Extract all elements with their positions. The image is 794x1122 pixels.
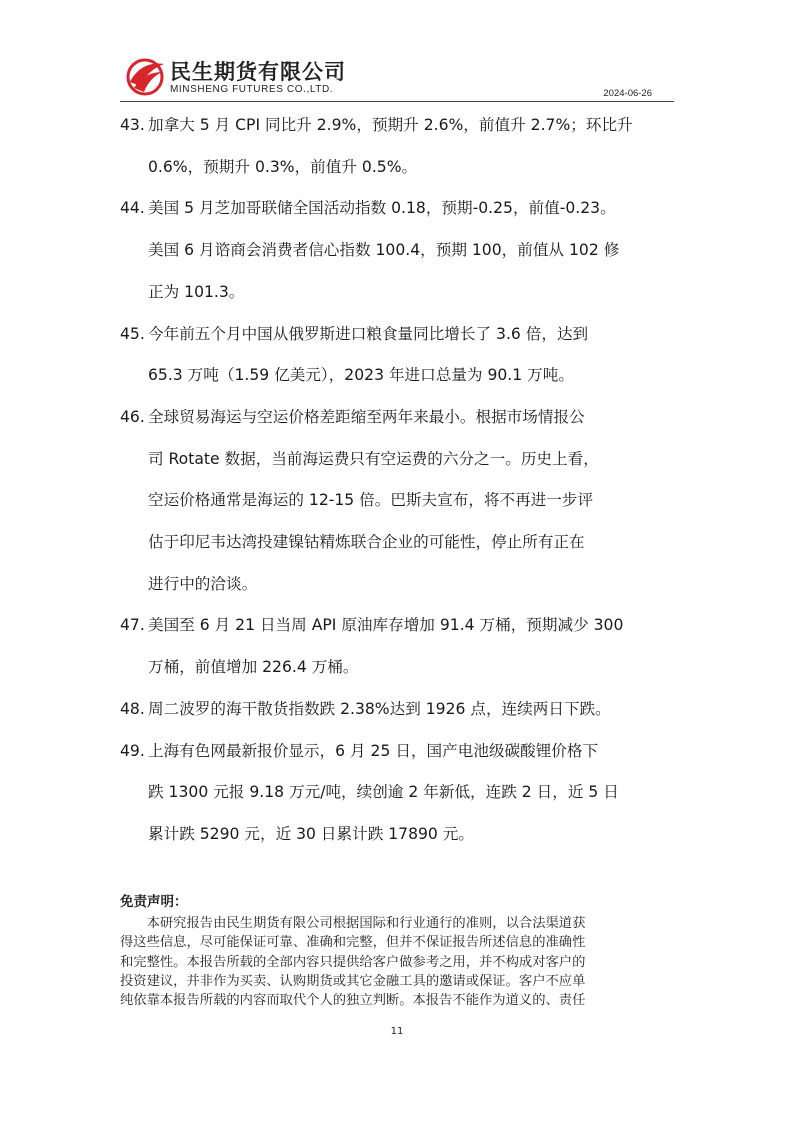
- news-item-line: 估于印尼韦达湾投建镍钴精炼联合企业的可能性，停止所有正在: [148, 533, 585, 552]
- news-list: [120, 105, 680, 856]
- news-item-number: 49.: [120, 741, 145, 760]
- news-item-line: 美国 6 月谘商会消费者信心指数 100.4，预期 100，前值从 102 修: [148, 241, 620, 260]
- disclaimer-line: 投资建议，并非作为买卖、认购期货或其它金融工具的邀请或保证。客户不应单: [120, 973, 586, 989]
- news-item-line: 0.6%，预期升 0.3%，前值升 0.5%。: [148, 157, 418, 176]
- disclaimer-line: 和完整性。本报告所载的全部内容只提供给客户做参考之用，并不构成对客户的: [120, 954, 586, 970]
- news-item-line: 空运价格通常是海运的 12-15 倍。巴斯夫宣布，将不再进一步评: [148, 491, 594, 510]
- news-item-line: 跌 1300 元报 9.18 万元/吨，续创逾 2 年新低，连跌 2 日，近 5 日: [148, 783, 619, 802]
- news-item-number: 47.: [120, 616, 145, 635]
- news-item-number: 44.: [120, 199, 145, 218]
- news-item-line: 美国 5 月芝加哥联储全国活动指数 0.18，预期-0.25，前值-0.23。: [148, 199, 616, 218]
- disclaimer-title: 免责声明：: [120, 894, 188, 910]
- page-number: 11: [390, 1026, 404, 1037]
- news-item: [120, 731, 680, 856]
- news-item-number: 48.: [120, 699, 145, 718]
- news-item-line: 周二波罗的海干散货指数跌 2.38%达到 1926 点，连续两日下跌。: [148, 699, 611, 718]
- news-item: [120, 689, 680, 731]
- news-item-number: 43.: [120, 116, 145, 134]
- news-item-line: 全球贸易海运与空运价格差距缩至两年来最小。根据市场情报公: [148, 407, 585, 426]
- disclaimer-line: 得这些信息，尽可能保证可靠、准确和完整，但并不保证报告所述信息的准确性: [120, 935, 586, 951]
- news-item-line: 累计跌 5290 元，近 30 日累计跌 17890 元。: [148, 824, 474, 843]
- news-item-number: 45.: [120, 324, 145, 343]
- news-item-line: 加拿大 5 月 CPI 同比升 2.9%，预期升 2.6%，前值升 2.7%；环比升: [148, 116, 633, 134]
- news-item-line: 美国至 6 月 21 日当周 API 原油库存增加 91.4 万桶，预期减少 300: [148, 616, 624, 635]
- news-item-line: 今年前五个月中国从俄罗斯进口粮食量同比增长了 3.6 倍，达到: [148, 324, 589, 343]
- page-header: [120, 52, 674, 102]
- company-name-en: MINSHENG FUTURES CO.,LTD.: [170, 84, 334, 95]
- company-name-cn: 民生期货有限公司: [170, 60, 346, 84]
- news-item-line: 进行中的洽谈。: [148, 574, 258, 593]
- disclaimer-line: 本研究报告由民生期货有限公司根据国际和行业通行的准则，以合法渠道获: [120, 916, 586, 931]
- disclaimer-body: [120, 914, 674, 1010]
- news-item: [120, 314, 680, 397]
- disclaimer-line: 纯依靠本报告所载的内容而取代个人的独立判断。本报告不能作为道义的、责任: [120, 993, 586, 1009]
- news-item-line: 正为 101.3。: [148, 282, 245, 301]
- news-item-line: 上海有色网最新报价显示，6 月 25 日，国产电池级碳酸锂价格下: [148, 741, 599, 760]
- report-date: 2024-06-26: [603, 88, 652, 99]
- news-item: [120, 605, 680, 688]
- news-item-line: 65.3 万吨（1.59 亿美元），2023 年进口总量为 90.1 万吨。: [148, 366, 574, 385]
- news-item: [120, 188, 680, 313]
- news-item-line: 万桶，前值增加 226.4 万桶。: [148, 658, 359, 677]
- minsheng-logo-icon: [124, 56, 166, 96]
- news-item-number: 46.: [120, 407, 145, 426]
- header-divider: [120, 101, 674, 102]
- news-item-line: 司 Rotate 数据，当前海运费只有空运费的六分之一。历史上看，: [148, 449, 599, 468]
- disclaimer: [120, 890, 674, 1010]
- news-item: [120, 105, 680, 188]
- news-item: [120, 397, 680, 606]
